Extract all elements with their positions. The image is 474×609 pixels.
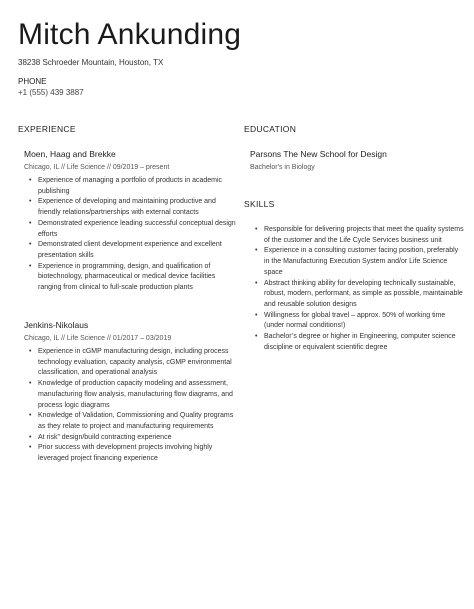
bullet-icon: • [29,348,32,355]
bullet-item [24,411,239,432]
phone-number: +1 (555) 439 3887 [18,88,84,97]
skill-item [250,279,465,311]
education-entry [250,149,460,173]
bullet-text: Experience of managing a portfolio of products in academic publishing [38,177,223,195]
bullet-icon: • [29,380,32,388]
bullet-icon: • [29,219,32,227]
bullet-item [24,176,239,197]
bullet-item [24,197,239,218]
candidate-name: Mitch Ankunding [18,18,242,51]
job-company: Jenkins-Nikolaus [24,320,89,330]
bullet-text: At risk” design/build contracting experience [38,433,172,441]
bullet-item [24,347,239,379]
job-meta: Chicago, IL // Life Science // 09/2019 – present [24,164,170,171]
skill-text: Experience in a consulting customer facing position, preferably in the Manufacturing Execution System and/or Life Science space [264,247,459,276]
skill-text: Abstract thinking ability for developing technically sustainable, robust, modern, performant, as simple as possible, maintainable and reusable solution designs [264,279,463,308]
bullet-icon: • [255,279,258,287]
bullet-text: Experience in cGMP manufacturing design, including process technology evaluation, capacity analysis, cGMP environmental classification, and operational analysis [38,348,232,377]
school-name: Parsons The New School for Design [250,149,387,159]
bullet-icon: • [255,333,258,341]
skill-item [250,225,465,246]
bullet-text: Experience of developing and maintaining productive and friendly relations/partnerships with external contacts [38,198,216,217]
bullet-text: Knowledge of production capacity modeling and assessment, manufacturing flow analysis, manufacturing flow diagrams, and process logic diagrams [38,380,233,409]
job-company: Moen, Haag and Brekke [24,149,116,159]
skill-text: Willingness for global travel – approx. 50% of working time (under normal conditions!) [264,311,446,330]
job-bullets [24,347,239,465]
skills-list [250,225,465,353]
job-meta: Chicago, IL // Life Science // 01/2017 – 03/2019 [24,335,172,342]
bullet-icon: • [29,433,32,441]
skills-list-container [250,222,465,353]
bullet-text: Prior success with development projects involving highly leveraged project financing experience [38,444,213,463]
bullet-text: Knowledge of Validation, Commissioning and Quality programs as they relate to project and manufacturing requirements [38,412,234,430]
bullet-item [24,219,239,240]
skill-text: Bachelor’s degree or higher in Engineering, computer science discipline or equivalent scientific degree [264,333,456,351]
job-bullets [24,176,239,294]
bullet-icon: • [29,177,32,184]
phone-label: PHONE [18,77,47,86]
bullet-item [24,262,239,294]
degree: Bachelor's in Biology [250,164,315,171]
skills-heading: SKILLS [244,199,275,209]
skill-item [250,246,465,278]
bullet-icon: • [29,262,32,270]
skill-text: Responsible for delivering projects that meet the quality systems of the customer and the Life Cycle Services business unit [264,226,464,244]
bullet-icon: • [255,247,258,255]
bullet-item [24,240,239,261]
bullet-item [24,443,239,464]
address: 38238 Schroeder Mountain, Houston, TX [18,58,164,67]
bullet-text: Demonstrated client development experience and excellent presentation skills [38,241,222,259]
bullet-icon: • [29,444,32,452]
job-entry [24,149,239,294]
job-entry [24,320,239,465]
bullet-icon: • [255,311,258,319]
bullet-text: Experience in programming, design, and qualification of biotechnology, pharmaceutical or medical device facilities ranging from clinical to full-scale production plants [38,262,216,292]
bullet-icon: • [29,241,32,249]
bullet-item [24,433,239,444]
bullet-item [24,379,239,411]
bullet-text: Demonstrated experience leading successful conceptual design efforts [38,219,236,238]
bullet-icon: • [29,412,32,420]
skill-item [250,332,465,353]
bullet-icon: • [29,198,32,206]
education-heading: EDUCATION [244,124,297,134]
bullet-icon: • [255,226,258,233]
experience-heading: EXPERIENCE [18,124,76,134]
skill-item [250,311,465,332]
